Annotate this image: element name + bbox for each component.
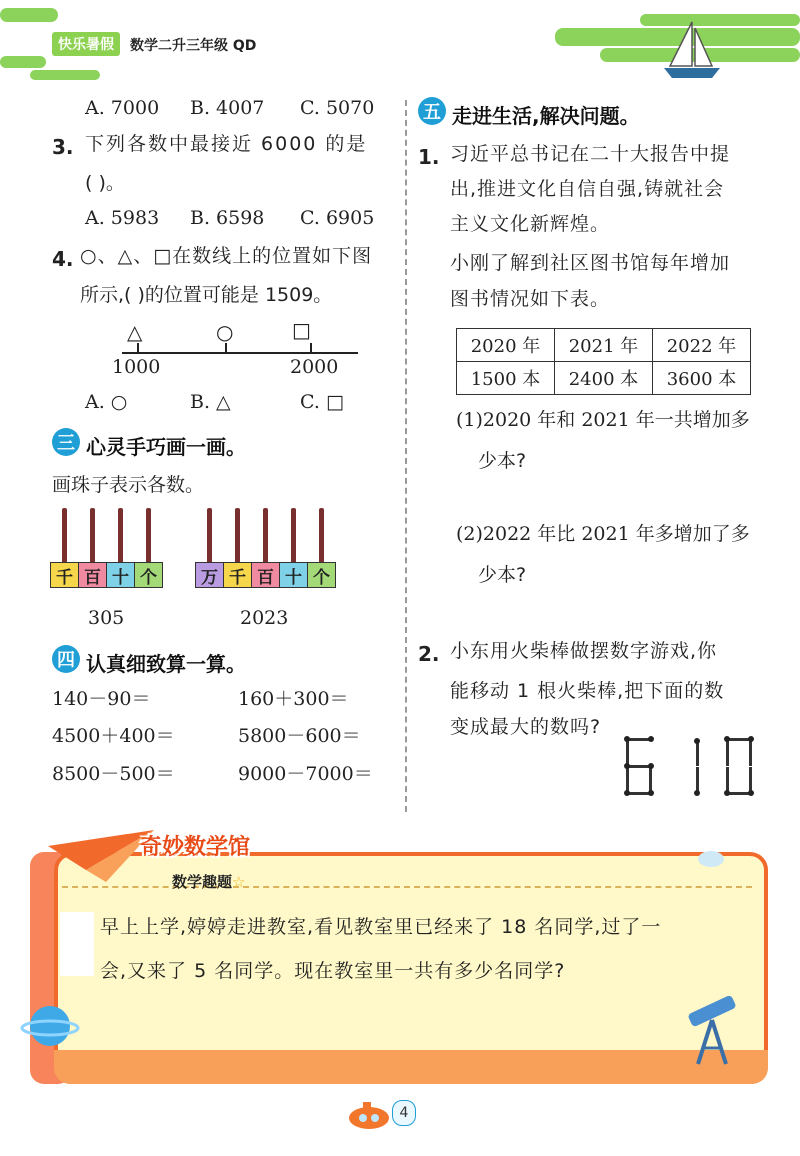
abacus-place-label: 个 (307, 562, 336, 588)
abacus-number: 2023 (240, 607, 289, 629)
cloud-icon (696, 846, 726, 868)
q2-option-b: B. 4007 (190, 97, 265, 119)
calc-item: 5800－600＝ (238, 725, 361, 747)
abacus-place-label: 千 (223, 562, 252, 588)
table-header: 2020 年 (457, 329, 555, 362)
q3-text: 下列各数中最接近 6000 的是 (85, 133, 368, 155)
section-badge: 四 (52, 645, 80, 673)
calc-item: 9000－7000＝ (238, 763, 373, 785)
abacus-place-label: 万 (195, 562, 224, 588)
q4-option-a: A. ○ (85, 391, 128, 413)
submarine-icon (345, 1096, 393, 1132)
abacus-rod (146, 508, 151, 564)
r-q1-line: 出,推进文化自信自强,铸就社会 (450, 178, 725, 200)
calc-item: 8500－500＝ (52, 763, 175, 785)
r-q2-line: 小东用火柴棒做摆数字游戏,你 (450, 640, 718, 662)
q3-number: 3. (52, 135, 74, 159)
abacus-rod (235, 508, 240, 564)
grass-decoration (0, 8, 58, 22)
triangle-marker: △ (127, 320, 143, 344)
calc-item: 140－90＝ (52, 688, 151, 710)
abacus-2023 (195, 508, 335, 590)
fun-line: 早上上学,婷婷走进教室,看见教室里已经来了 18 名同学,过了一 (100, 916, 662, 938)
abacus-305 (50, 508, 162, 590)
q2-option-a: A. 7000 (85, 97, 160, 119)
tick (225, 343, 227, 352)
calc-item: 4500＋400＝ (52, 725, 175, 747)
header-bar (0, 0, 800, 92)
book-table (456, 328, 751, 395)
abacus-place-label: 个 (134, 562, 163, 588)
q3-blank: ( )。 (85, 172, 125, 194)
square-marker: □ (292, 318, 311, 342)
r-q1-line: 习近平总书记在二十大报告中提 (450, 143, 731, 165)
section-title: 走进生活,解决问题。 (452, 104, 640, 128)
sub-question: (1)2020 年和 2021 年一共增加多 (456, 409, 750, 431)
dashed-line (62, 886, 752, 888)
abacus-rod (291, 508, 296, 564)
table-cell: 2400 本 (555, 362, 653, 395)
matchstick-number (622, 736, 762, 798)
q4-option-b: B. △ (190, 391, 231, 413)
r-q2-line: 变成最大的数吗? (450, 716, 602, 738)
q4-number: 4. (52, 247, 74, 271)
section-instruction: 画珠子表示各数。 (52, 474, 205, 496)
abacus-rod (319, 508, 324, 564)
q3-option-a: A. 5983 (85, 207, 160, 229)
label-1000: 1000 (112, 356, 161, 378)
tick (137, 343, 139, 352)
r-q1-line: 图书情况如下表。 (450, 288, 611, 310)
number-patch (60, 912, 94, 976)
planet-icon (20, 996, 80, 1056)
sub-question: 少本? (478, 564, 527, 586)
fun-line: 会,又来了 5 名同学。现在教室里一共有多少名同学? (100, 960, 566, 982)
r-q1-number: 1. (418, 145, 440, 169)
number-line (122, 352, 358, 354)
table-cell: 1500 本 (457, 362, 555, 395)
table-cell: 3600 本 (653, 362, 751, 395)
q3-option-c: C. 6905 (300, 207, 375, 229)
q2-option-c: C. 5070 (300, 97, 375, 119)
sub-question: 少本? (478, 450, 527, 472)
abacus-place-label: 百 (251, 562, 280, 588)
abacus-rod (207, 508, 212, 564)
fun-subtitle-text: 数学趣题 (172, 873, 233, 891)
section-badge: 三 (52, 428, 80, 456)
r-q1-line: 主义文化新辉煌。 (450, 213, 611, 235)
fun-box-bottom (54, 1050, 768, 1084)
sub-question: (2)2022 年比 2021 年多增加了多 (456, 523, 750, 545)
abacus-place-label: 百 (78, 562, 107, 588)
table-header: 2022 年 (653, 329, 751, 362)
star-icon: ☆ (232, 873, 246, 891)
header-tag: 快乐暑假 (52, 32, 120, 56)
q4-option-c: C. □ (300, 391, 344, 413)
fun-subtitle (172, 871, 245, 892)
q4-text-2: 所示,( )的位置可能是 1509。 (80, 284, 333, 306)
grass-decoration (30, 70, 100, 80)
abacus-place-label: 十 (279, 562, 308, 588)
q3-option-b: B. 6598 (190, 207, 265, 229)
abacus-place-label: 十 (106, 562, 135, 588)
telescope-icon (680, 990, 750, 1070)
section-badge: 五 (418, 97, 446, 125)
table-header: 2021 年 (555, 329, 653, 362)
abacus-rod (263, 508, 268, 564)
circle-marker: ○ (216, 320, 234, 344)
calc-item: 160＋300＝ (238, 688, 349, 710)
header-title: 数学二升三年级 QD (130, 38, 257, 54)
page-number: 4 (392, 1100, 416, 1126)
fun-title: 奇妙数学馆 (140, 835, 251, 860)
abacus-rod (118, 508, 123, 564)
r-q1-line: 小刚了解到社区图书馆每年增加 (450, 252, 731, 274)
abacus-place-label: 千 (50, 562, 79, 588)
abacus-rod (90, 508, 95, 564)
tick (310, 343, 312, 352)
q4-text: ○、△、□在数线上的位置如下图 (80, 245, 373, 267)
section-title: 心灵手巧画一画。 (86, 435, 246, 459)
r-q2-line: 能移动 1 根火柴棒,把下面的数 (450, 680, 725, 702)
label-2000: 2000 (290, 356, 339, 378)
column-divider (405, 100, 407, 812)
abacus-rod (62, 508, 67, 564)
sailboat-icon (660, 18, 724, 82)
abacus-number: 305 (88, 607, 125, 629)
grass-decoration (0, 56, 46, 68)
r-q2-number: 2. (418, 642, 440, 666)
section-title: 认真细致算一算。 (86, 652, 246, 676)
